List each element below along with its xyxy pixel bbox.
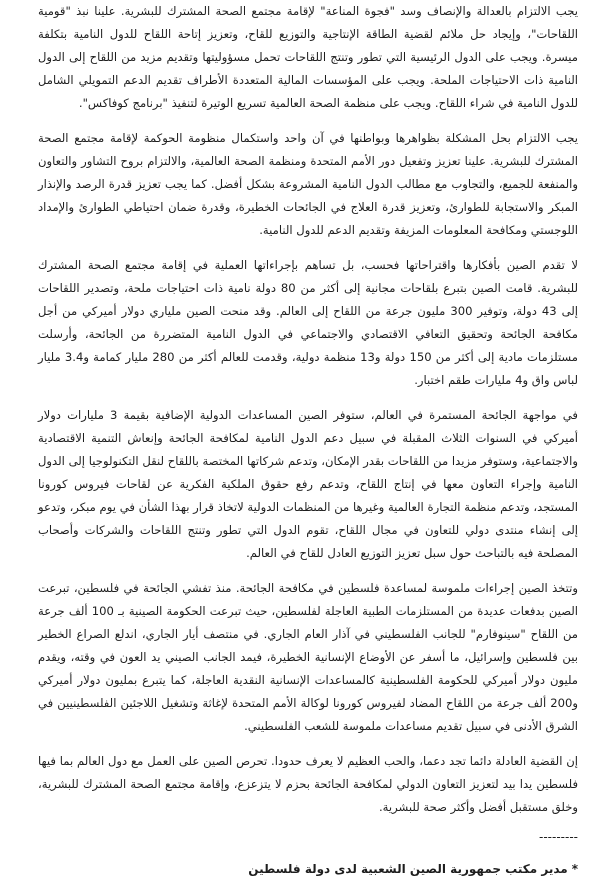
author-footnote <box>38 859 578 879</box>
article-body <box>38 0 578 879</box>
footnote-text: مدير مكتب جمهورية الصين الشعبية لدى دولة فلسطين <box>248 862 568 876</box>
paragraph-future-aid: في مواجهة الجائحة المستمرة في العالم، ستوفر الصين المساعدات الدولية الإضافية بقيمة 3 مليارات دولار أميركي في السنوات الثلاث المقبلة في سبيل دعم الدول النامية لمكافحة الجائحة وإنعاش التنمية الاقتصادية والاجتماعية، وستوفر مزيدا من اللقاحات بقدر الإمكان، وتدعم شركاتها المختصة باللقاح لنقل التكنولوجيا إلى الدول النامية وإجراء التعاون معها في إنتاج اللقاح، وتدعم رفع حقوق الملكية الفكرية عن لقاحات فيروس كورونا المستجد، وتدعم منظمة التجارة العالمية وغيرها من المنظمات الدولية لاتخاذ قرار بهذا الشأن في يوم مبكر، وتدعو إلى إنشاء منتدى دولي للتعاون في مجال اللقاح، تقوم الدول التي تطور وتنتج اللقاحات والشركات وأصحاب المصلحة فيه بالتباحث حول سبل تعزيز التوزيع العادل للقاح في العالم. <box>38 408 578 560</box>
footnote-marker: * <box>571 862 578 876</box>
paragraph-vaccine-equity: يجب الالتزام بالعدالة والإنصاف وسد "فجوة المناعة" لإقامة مجتمع الصحة المشترك للبشرية. علينا نبذ "قومية اللقاحات"، وإيجاد حل ملائم لقضية الطاقة الإنتاجية والتوزيع للقاح، وتعزيز إتاحة اللقاح للدول النامية بتكلفة ميسرة. ويجب على الدول الرئيسية التي تطور وتنتج اللقاحات تحمل مسؤوليتها وتقديم مزيد من اللقاح إلى الدول النامية ذات الاحتياجات الملحة. ويجب على المؤسسات المالية المتعددة الأطراف تقديم الدعم التمويلي الشامل للدول النامية في شراء اللقاح. ويجب على منظمة الصحة العالمية تسريع الوتيرة لتنفيذ "برنامج كوفاكس". <box>38 4 578 110</box>
paragraph-palestine-aid: وتتخذ الصين إجراءات ملموسة لمساعدة فلسطين في مكافحة الجائحة. منذ تفشي الجائحة في فلسطين، تبرعت الصين بدفعات عديدة من المستلزمات الطبية العاجلة لفلسطين، حيث تبرعت الحكومة الصينية بـ 100 ألف جرعة من اللقاح "سينوفارم" للجانب الفلسطيني في آذار العام الجاري. في منتصف أيار الجاري، اندلع الصراع الخطير بين فلسطين وإسرائيل، ما أسفر عن الأوضاع الإنسانية الخطيرة، فيمد الجانب الصيني يد العون في وقته، ويقدم مليون دولار أميركي للحكومة الفلسطينية كالمساعدات الإنسانية النقدية العاجلة، كما يتبرع بمليون دولار أميركي و200 ألف جرعة من اللقاح المضاد لفيروس كورونا لوكالة الأمم المتحدة لإغاثة وتشغيل اللاجئين الفلسطينيين في الشرق الأدنى في سبيل تقديم مساعدات ملموسة للشعب الفلسطيني. <box>38 581 579 733</box>
paragraph-china-actions: لا تقدم الصين بأفكارها واقتراحاتها فحسب، بل تساهم بإجراءاتها العملية في إقامة مجتمع الصحة المشترك للبشرية. قامت الصين بتبرع بلقاحات مجانية إلى أكثر من 80 دولة نامية ذات احتياجات ملحة، وتصدير اللقاحات إلى 43 دولة، وتوفير 300 مليون جرعة من اللقاح إلى العالم. وقد منحت الصين ملياري دولار أميركي من أجل مكافحة الجائحة وتحقيق التعافي الاقتصادي والاجتماعي في الدول النامية المتضررة من الجائحة، وأرسلت مستلزمات مادية إلى أكثر من 150 دولة و13 منظمة دولية، وقدمت للعالم أكثر من 280 مليار كمامة و3.4 مليار لباس واق و4 مليارات طقم اختبار. <box>38 258 578 387</box>
paragraph-conclusion: إن القضية العادلة دائما تجد دعما، والحب العظيم لا يعرف حدودا. تحرص الصين على العمل مع دول العالم بما فيها فلسطين يدا بيد لتعزيز التعاون الدولي لمكافحة الجائحة بحزم لا يتزعزع، وإقامة مجتمع الصحة المشترك للبشرية، وخلق مستقبل أفضل وأكثر صحة للبشرية. <box>38 754 578 814</box>
paragraph-governance: يجب الالتزام بحل المشكلة بظواهرها وبواطنها في آن واحد واستكمال منظومة الحوكمة لإقامة مجتمع الصحة المشترك للبشرية. علينا تعزيز وتفعيل دور الأمم المتحدة ومنظمة الصحة العالمية، والالتزام بروح التشاور والتعاون والمنفعة للجميع، والتجاوب مع مطالب الدول النامية المشروعة بشكل أفضل. كما يجب تعزيز قدرة الرصد والإنذار المبكر والاستجابة للطوارئ، وتعزيز قدرة العلاج في الجائحات الخطيرة، وقدرة ضمان احتياطي الطوارئ والإمداد اللوجستي ومكافحة المعلومات المزيفة وتقديم الدعم للدول النامية. <box>38 131 578 237</box>
separator-dashes: --------- <box>539 830 578 844</box>
